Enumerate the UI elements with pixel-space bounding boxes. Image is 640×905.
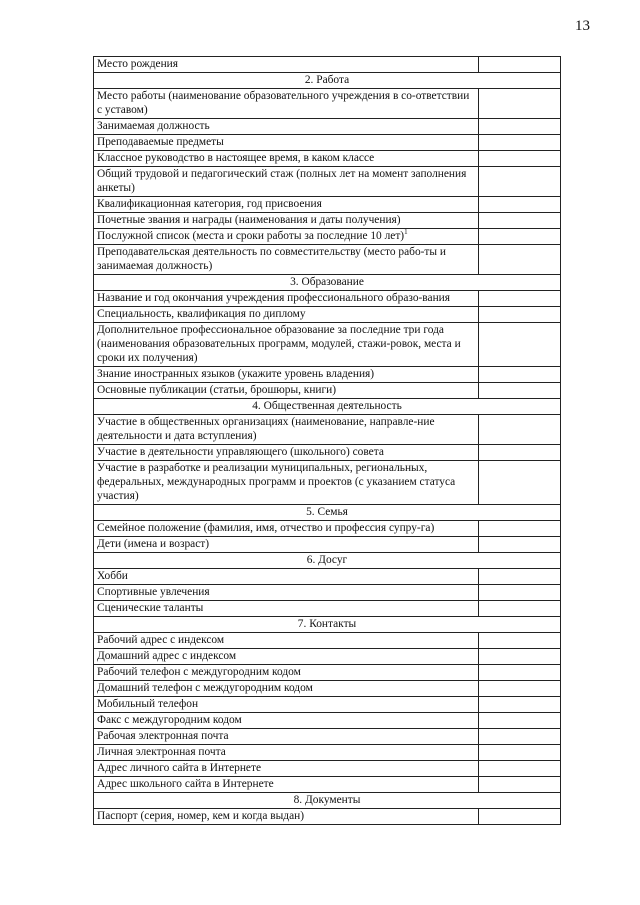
field-label	[94, 291, 479, 307]
field-label	[94, 415, 479, 445]
field-value-cell[interactable]	[479, 777, 561, 793]
field-label	[94, 151, 479, 167]
field-value-cell[interactable]	[479, 323, 561, 367]
field-label-text: Сценические таланты	[97, 602, 204, 614]
field-label-text: Мобильный телефон	[97, 698, 199, 710]
field-label-text: Спортивные увлечения	[97, 586, 210, 598]
section-title: 6. Досуг	[94, 553, 561, 569]
field-value-cell[interactable]	[479, 649, 561, 665]
field-label-text: Специальность, квалификация по диплому	[97, 308, 306, 320]
field-label-text: Занимаемая должность	[97, 120, 210, 132]
field-label-text: Послужной список (места и сроки работы за последние 10 лет)	[97, 230, 405, 242]
section-header-row	[94, 73, 561, 89]
field-row	[94, 229, 561, 245]
field-label	[94, 307, 479, 323]
field-label	[94, 777, 479, 793]
field-value-cell[interactable]	[479, 151, 561, 167]
section-title: 2. Работа	[94, 73, 561, 89]
field-row	[94, 307, 561, 323]
field-row	[94, 57, 561, 73]
field-label	[94, 445, 479, 461]
field-label-text: Участие в общественных организациях (наименование, направле-ние деятельности и дата вступления)	[97, 416, 435, 442]
field-row	[94, 383, 561, 399]
field-label-text: Дополнительное профессиональное образование за последние три года (наименования образовательных программ, модулей, стажи-ровок, места и сроки их получения)	[97, 324, 461, 364]
field-label	[94, 809, 479, 825]
section-title: 8. Документы	[94, 793, 561, 809]
field-value-cell[interactable]	[479, 307, 561, 323]
field-label	[94, 213, 479, 229]
field-label-text: Участие в разработке и реализации муниципальных, региональных, федеральных, международных программ и проектов (с указанием статуса участия)	[97, 462, 456, 502]
field-row	[94, 697, 561, 713]
field-row	[94, 569, 561, 585]
field-value-cell[interactable]	[479, 665, 561, 681]
field-label	[94, 633, 479, 649]
field-label	[94, 601, 479, 617]
field-row	[94, 809, 561, 825]
field-row	[94, 649, 561, 665]
field-label-text: Знание иностранных языков (укажите уровень владения)	[97, 368, 375, 380]
field-label	[94, 89, 479, 119]
field-label-text: Адрес школьного сайта в Интернете	[97, 778, 274, 790]
section-header-row	[94, 505, 561, 521]
field-label	[94, 665, 479, 681]
field-row	[94, 445, 561, 461]
field-label-text: Квалификационная категория, год присвоения	[97, 198, 322, 210]
field-value-cell[interactable]	[479, 729, 561, 745]
field-row	[94, 213, 561, 229]
field-label-text: Классное руководство в настоящее время, в каком классе	[97, 152, 375, 164]
field-label	[94, 537, 479, 553]
field-row	[94, 151, 561, 167]
field-label	[94, 383, 479, 399]
field-label	[94, 135, 479, 151]
field-label-text: Рабочий телефон с междугородним кодом	[97, 666, 301, 678]
field-label	[94, 323, 479, 367]
field-row	[94, 585, 561, 601]
field-value-cell[interactable]	[479, 445, 561, 461]
field-label-text: Участие в деятельности управляющего (школьного) совета	[97, 446, 384, 458]
field-label-text: Личная электронная почта	[97, 746, 226, 758]
section-header-row	[94, 617, 561, 633]
field-label	[94, 745, 479, 761]
field-value-cell[interactable]	[479, 229, 561, 245]
field-row	[94, 713, 561, 729]
field-label	[94, 197, 479, 213]
field-value-cell[interactable]	[479, 291, 561, 307]
field-value-cell[interactable]	[479, 537, 561, 553]
field-value-cell[interactable]	[479, 809, 561, 825]
field-value-cell[interactable]	[479, 761, 561, 777]
questionnaire-table	[93, 56, 561, 825]
field-label-text: Преподавательская деятельность по совместительству (место рабо-ты и занимаемая должность)	[97, 246, 447, 272]
field-value-cell[interactable]	[479, 89, 561, 119]
field-row	[94, 745, 561, 761]
field-value-cell[interactable]	[479, 569, 561, 585]
field-value-cell[interactable]	[479, 713, 561, 729]
field-label-text: Название и год окончания учреждения профессионального образо-вания	[97, 292, 451, 304]
field-value-cell[interactable]	[479, 521, 561, 537]
field-label-text: Домашний телефон с междугородним кодом	[97, 682, 313, 694]
field-row	[94, 761, 561, 777]
field-row	[94, 633, 561, 649]
field-label-text: Почетные звания и награды (наименования и даты получения)	[97, 214, 401, 226]
field-label	[94, 569, 479, 585]
field-value-cell[interactable]	[479, 119, 561, 135]
field-value-cell[interactable]	[479, 245, 561, 275]
field-value-cell[interactable]	[479, 461, 561, 505]
field-row	[94, 167, 561, 197]
page-number: 13	[575, 18, 590, 34]
field-label-text: Место рождения	[97, 58, 179, 70]
field-row	[94, 197, 561, 213]
field-row	[94, 367, 561, 383]
section-header-row	[94, 553, 561, 569]
field-value-cell[interactable]	[479, 197, 561, 213]
footnote-marker: 1	[404, 228, 408, 237]
field-label-text: Место работы (наименование образовательного учреждения в со-ответствии с уставом)	[97, 90, 470, 116]
section-header-row	[94, 399, 561, 415]
field-value-cell[interactable]	[479, 633, 561, 649]
field-label-text: Общий трудовой и педагогический стаж (полных лет на момент заполнения анкеты)	[97, 168, 467, 194]
section-title: 3. Образование	[94, 275, 561, 291]
field-label-text: Факс с междугородним кодом	[97, 714, 242, 726]
field-value-cell[interactable]	[479, 415, 561, 445]
field-label	[94, 367, 479, 383]
field-row	[94, 729, 561, 745]
field-label	[94, 697, 479, 713]
field-label	[94, 729, 479, 745]
field-label	[94, 119, 479, 135]
section-title: 4. Общественная деятельность	[94, 399, 561, 415]
field-label	[94, 681, 479, 697]
section-title: 7. Контакты	[94, 617, 561, 633]
field-label-text: Адрес личного сайта в Интернете	[97, 762, 262, 774]
field-value-cell[interactable]	[479, 367, 561, 383]
field-value-cell[interactable]	[479, 745, 561, 761]
field-row	[94, 323, 561, 367]
field-label	[94, 461, 479, 505]
field-label	[94, 649, 479, 665]
field-value-cell[interactable]	[479, 167, 561, 197]
field-row	[94, 601, 561, 617]
field-label	[94, 761, 479, 777]
field-value-cell[interactable]	[479, 213, 561, 229]
section-title: 5. Семья	[94, 505, 561, 521]
field-label-text: Хобби	[97, 570, 128, 582]
field-value-cell[interactable]	[479, 697, 561, 713]
field-value-cell[interactable]	[479, 383, 561, 399]
field-label	[94, 713, 479, 729]
field-row	[94, 537, 561, 553]
field-label-text: Домашний адрес с индексом	[97, 650, 237, 662]
field-row	[94, 521, 561, 537]
field-label	[94, 245, 479, 275]
field-label-text: Преподаваемые предметы	[97, 136, 224, 148]
field-value-cell[interactable]	[479, 135, 561, 151]
field-label-text: Основные публикации (статьи, брошюры, книги)	[97, 384, 337, 396]
section-header-row	[94, 275, 561, 291]
field-label	[94, 229, 479, 245]
field-row	[94, 665, 561, 681]
field-value-cell[interactable]	[479, 585, 561, 601]
field-label	[94, 585, 479, 601]
field-row	[94, 119, 561, 135]
field-row	[94, 415, 561, 445]
field-row	[94, 681, 561, 697]
field-label	[94, 57, 479, 73]
field-label	[94, 521, 479, 537]
field-row	[94, 291, 561, 307]
field-label-text: Рабочая электронная почта	[97, 730, 229, 742]
field-value-cell[interactable]	[479, 681, 561, 697]
field-row	[94, 245, 561, 275]
field-label-text: Паспорт (серия, номер, кем и когда выдан)	[97, 810, 305, 822]
field-row	[94, 461, 561, 505]
field-label	[94, 167, 479, 197]
field-value-cell[interactable]	[479, 57, 561, 73]
field-row	[94, 777, 561, 793]
field-value-cell[interactable]	[479, 601, 561, 617]
section-header-row	[94, 793, 561, 809]
field-label-text: Дети (имена и возраст)	[97, 538, 210, 550]
field-row	[94, 135, 561, 151]
field-label-text: Рабочий адрес с индексом	[97, 634, 225, 646]
field-label-text: Семейное положение (фамилия, имя, отчество и профессия супру-га)	[97, 522, 435, 534]
field-row	[94, 89, 561, 119]
